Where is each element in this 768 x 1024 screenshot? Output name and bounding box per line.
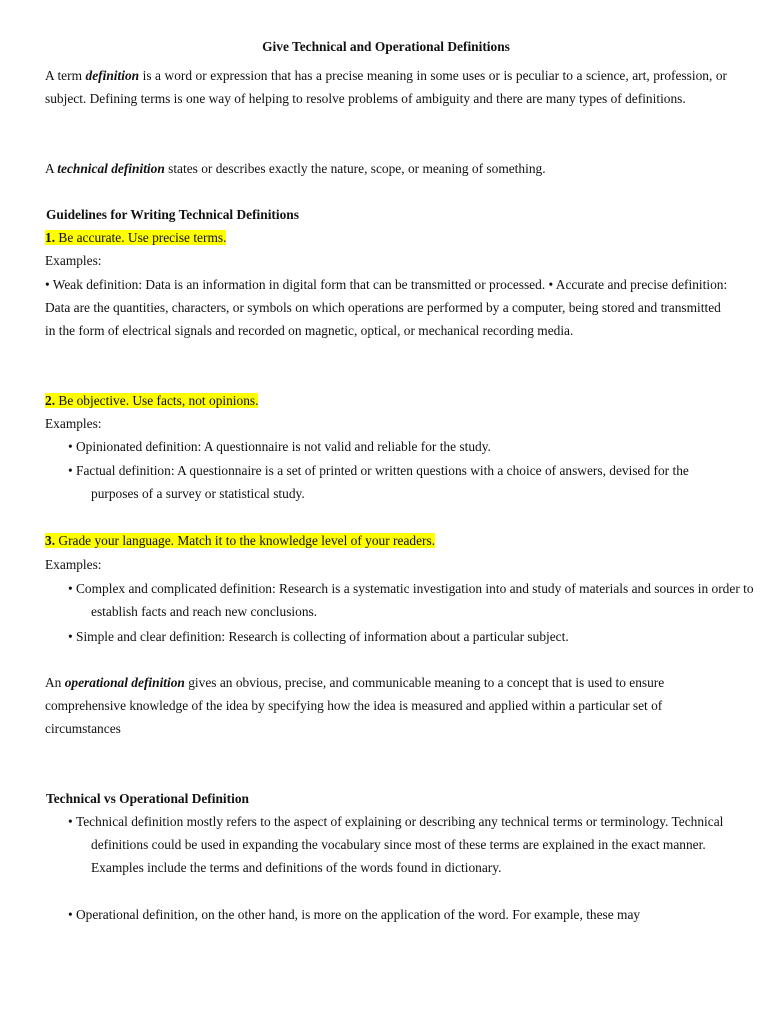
guidelines-heading: Guidelines for Writing Technical Definitions — [46, 207, 299, 222]
guideline-2-heading — [45, 389, 727, 412]
list-item: • Technical definition mostly refers to the aspect of explaining or describing any technical terms or terminology. Technical definitions could be used in expanding the vocabulary since most of these terms are explained in the exact manner. Examples include the terms and definitions of the words found in dictionary. — [68, 810, 741, 879]
bullet-icon: • — [68, 907, 73, 922]
guideline-1-examples-body: • Weak definition: Data is an information in digital form that can be transmitted or processed. • Accurate and precise definition: Data are the quantities, characters, or symbols on which operations are performed by a computer, being stored and transmitted in the form of electrical signals and recorded on magnetic, optical, or mechanical recording media. — [45, 277, 728, 338]
guideline-3-number: 3. — [45, 533, 56, 548]
guideline-1-heading — [45, 226, 727, 249]
guideline-2-number: 2. — [45, 393, 56, 408]
bullet-icon: • — [68, 439, 73, 454]
technical-pre: A — [45, 161, 58, 176]
intro-term: definition — [85, 68, 140, 83]
operational-post: gives an obvious, precise, and communicable meaning to a concept that is used to ensure comprehensive knowledge of the idea by specifying how the idea is measured and applied within a particular set of circumstances — [45, 675, 665, 736]
operational-term: operational definition — [64, 675, 185, 690]
guideline-2-text: Be objective. Use facts, not opinions. — [55, 393, 259, 408]
list-item: • Complex and complicated definition: Research is a systematic investigation into and study of materials and sources in order to establish facts and reach new conclusions. — [68, 577, 756, 623]
page-title: Give Technical and Operational Definitions — [262, 39, 510, 54]
technical-post: states or describes exactly the nature, scope, or meaning of something. — [164, 161, 546, 176]
guideline-2-examples-label: Examples: — [45, 416, 102, 431]
operational-paragraph — [45, 671, 709, 740]
intro-post: is a word or expression that has a precise meaning in some uses or is peculiar to a science, art, profession, or subject. Defining terms is one way of helping to resolve problems of ambiguity and there are many types of definitions. — [45, 68, 727, 106]
list-item: • Simple and clear definition: Research is collecting of information about a particular subject. — [68, 625, 751, 648]
guideline-3-heading — [45, 529, 727, 552]
bullet-icon: • — [68, 629, 73, 644]
technical-paragraph — [45, 157, 727, 180]
guideline-3-text: Grade your language. Match it to the knowledge level of your readers. — [55, 533, 436, 548]
bullet-icon: • — [68, 814, 73, 829]
list-item: • Factual definition: A questionnaire is a set of printed or written questions with a choice of answers, devised for the purposes of a survey or statistical study. — [68, 459, 731, 505]
guideline-1-number: 1. — [45, 230, 56, 245]
technical-term: technical definition — [57, 161, 165, 176]
intro-pre: A term — [45, 68, 86, 83]
vs-heading: Technical vs Operational Definition — [46, 791, 249, 806]
guideline-1-text: Be accurate. Use precise terms. — [55, 230, 227, 245]
intro-paragraph — [45, 64, 727, 110]
list-item: • Operational definition, on the other hand, is more on the application of the word. For example, these may — [68, 903, 751, 926]
operational-pre: An — [45, 675, 65, 690]
list-item: • Opinionated definition: A questionnaire is not valid and reliable for the study. — [68, 435, 751, 458]
bullet-icon: • — [68, 463, 73, 478]
guideline-3-examples-label: Examples: — [45, 557, 102, 572]
bullet-icon: • — [68, 581, 73, 596]
guideline-1-examples-label: Examples: — [45, 253, 102, 268]
